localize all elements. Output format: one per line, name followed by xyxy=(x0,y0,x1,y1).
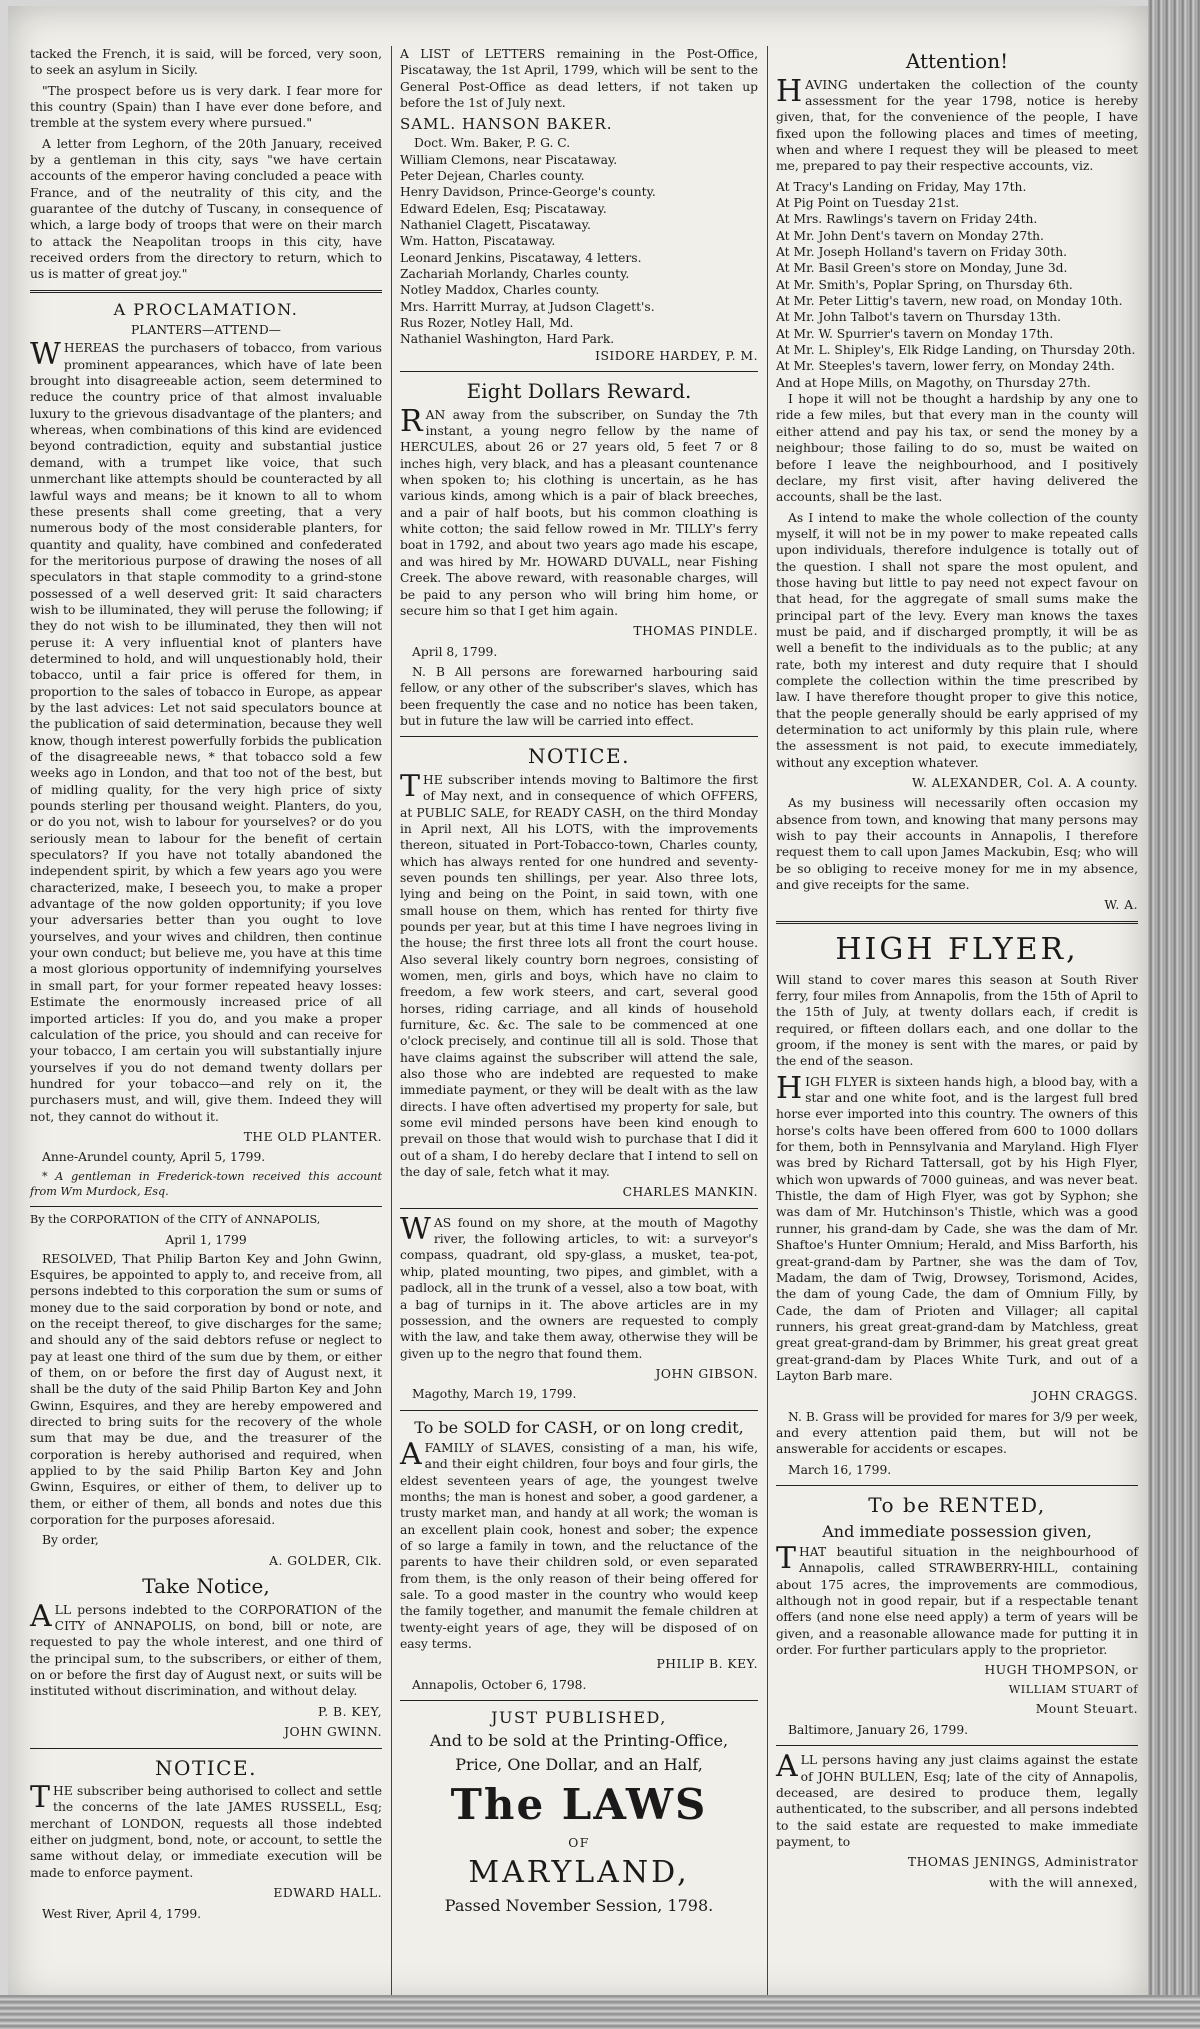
list-item: At Mrs. Rawlings's tavern on Friday 24th. xyxy=(776,212,1038,227)
notice-body: THE subscriber being authorised to collect and settle the concerns of the late JAMES RUSSELL, Esq; merchant of LONDON, requests all those indebted either on judgment, bond, note, or account, to settle the same without delay, or immediate execution will be made to enforce payment. xyxy=(30,1780,382,1880)
published-line: MARYLAND, xyxy=(468,1854,690,1890)
list-item: At Mr. Smith's, Poplar Spring, on Thursday 6th. xyxy=(776,277,1073,292)
divider xyxy=(30,1206,382,1207)
notice-signature: EDWARD HALL. xyxy=(273,1886,382,1901)
list-item: Mrs. Harritt Murray, at Judson Clagett's. xyxy=(400,299,655,314)
take-notice-signature: P. B. KEY, xyxy=(317,1704,382,1719)
high-flyer-paragraph: Will stand to cover mares this season at South River ferry, four miles from Annapolis, from the 15th of April to the 15th of July, at twenty dollars each, if credit is required, or fifteen dollars each, and one dollar to the groom, if the money is sent with the mares, or paid by the end of the season. xyxy=(776,972,1138,1069)
bullen-signature: with the will annexed, xyxy=(989,1875,1138,1890)
rented-dateline: Baltimore, January 26, 1799. xyxy=(788,1722,969,1737)
high-flyer-paragraph: HIGH FLYER is sixteen hands high, a blood bay, with a star and one white foot, and is the largest full bred horse ever imported into this country. The owners of this horse's colts have been offered from 600 to 1000 dollars for them, both in Pennsylvania and Maryland. High Flyer was bred by Richard Tattersall, got by his High Flyer, which won upwards of 7000 guineas, and was never beat. Thistle, the dam of High Flyer, was got by Syphon; she was dam of Mr. Hutchinson's Thistle, which was a good runner, his grand-dam by Cade, she was the dam of Mr. Shaftoe's Hunter Omnium; Herald, and Miss Barforth, his great-grand-dam by Partner, she was the dam of Tov, Madam, the dam of Twig, Drowsey, Torismond, Acides, the dam of young Cade, the dam of Omnium Filly, by Cade, the dam of Prioten and Villager; all capital runners, his great great-grand-dam by Matchless, great great great-grand-dam by Brimmer, his great great great great-grand-dam by Places White Turk, and out of a Layton Barb mare. xyxy=(776,1070,1138,1383)
newspaper-page xyxy=(8,6,1148,2006)
bullen-body: ALL persons having any just claims against the estate of JOHN BULLEN, Esq; late of the city of Annapolis, deceased, are desired to produce them, legally authenticated, to the subscriber, and all persons indebted to the said estate are requested to make immediate payment, to xyxy=(776,1749,1138,1849)
news-paragraph: A letter from Leghorn, of the 20th January, received by a gentleman in this city, says "we have certain accounts of the emperor having concluded a peace with France, and of the neutrality of this city, and the guarantee of the dutchy of Tuscany, in consequence of which, a large body of troops that were on their march to attack the Neapolitan troops in this city, have received orders from the directory to return, which to us is matter of great joy." xyxy=(30,136,382,282)
page-bottom-edge xyxy=(0,1995,1200,2029)
divider xyxy=(776,1485,1138,1486)
attention-initials: W. A. xyxy=(1104,898,1138,913)
attention-intro: HAVING undertaken the collection of the county assessment for the year 1798, notice is hereby given, that, for the convenience of the people, I have fixed upon the following places and times of meeting, when and where I request they will be pleased to meet me, prepared to pay their respective accounts, viz. xyxy=(776,73,1138,174)
found-body: WAS found on my shore, at the mouth of Magothy river, the following articles, to wit: a surveyor's compass, quadrant, old spy-glass, a musket, tea-pot, whip, plated mounting, two pipes, and gimblet, with a padlock, all in the trunk of a vessel, also a tow boat, with a bag of turnips in it. The above articles are in my possession, and the owners are requested to comply with the law, and take them away, otherwise they will be given up to the negro that found them. xyxy=(400,1211,758,1361)
divider xyxy=(776,921,1138,924)
list-item: At Pig Point on Tuesday 21st. xyxy=(776,196,960,210)
proclamation-body: WHEREAS the purchasers of tobacco, from various prominent appearances, which have of late been brought into disagreeable action, seem determined to reduce the country price of that almost invaluable luxury to the grievous disadvantage of the planters; and whereas, when combinations of this kind are evidenced beyond contradiction, equity and substantial justice demand, with a trumpet like voice, that such unmerchant like attempts should be counteracted by all lawful ways and means; be it known to all to whom these presents shall come greeting, that a very numerous body of the most considerable planters, for quantity and quality, have combined and confederated for the meritorious purpose of drawing the noses of all speculators in that staple commodity to a grind-stone possessed of a well deserved grit: It said characters wish to be illuminated, they will peruse the following; if they do not wish to be illuminated, they then will not peruse it: A very influential knot of planters have determined to hold, and will unquestionably hold, their tobacco, until a fair price is offered for them, in proportion to the sales of tobacco in Europe, as appear by the last advices: Let not said speculators bounce at the publication of said determination, because they well know, though interest powerfully forbids the publication of the disagreeable news, * that tobacco sold a few weeks ago in London, and that too not of the best, but of midling quality, for the very high price of sixty pounds sterling per thousand weight. Planters, do you, or do you not, wish to labour for yourselves? or do you seriously mean to labour for the benefit of certain speculators? If you have not totally abandoned the independent spirit, by which a few years ago you were characterized, make, I beseech you, to make a proper advantage of the now golden opportunity; if you love your adversaries better than you ought to love yourselves, and your wives and children, then continue your own conduct; but believe me, you have at this time a most glorious opportunity of indemnifying yourselves in small part, for your former repeated heavy losses: Estimate the enormously increased price of all imported articles: If you do, and you make a proper calculation of the price, you should and can receive for your tobacco, I am certain you will substantially injure yourselves if you do not demand twenty dollars per hundred for your tobacco—and rely on it, the purchasers must, and will, give them. Indeed they will not, they cannot do without it. xyxy=(30,337,382,1124)
list-item: Edward Edelen, Esq; Piscataway. xyxy=(400,201,607,216)
corporation-date: April 1, 1799 xyxy=(165,1233,247,1248)
list-item: Notley Maddox, Charles county. xyxy=(400,283,600,298)
attention-paragraph: I hope it will not be thought a hardship by any one to ride a few miles, but that every man in the county will either attend and pay his tax, or send the money by a neighbour; those failing to do so, must be waited on before I leave the neighbourhood, and I positively declare, my first visit, after having delivered the accounts, shall be the last. xyxy=(776,392,1138,505)
rented-signature: WILLIAM STUART of xyxy=(1008,1682,1138,1696)
column-rule xyxy=(767,46,768,2006)
list-item: Zachariah Morlandy, Charles county. xyxy=(400,267,630,282)
divider xyxy=(400,1410,758,1411)
list-item: William Clemons, near Piscataway. xyxy=(400,152,618,167)
proclamation-subtitle: PLANTERS—ATTEND— xyxy=(131,323,281,338)
sale-notice-signature: CHARLES MANKIN. xyxy=(622,1185,758,1200)
news-paragraph: "The prospect before us is very dark. I fear more for this country (Spain) than I have ever done before, and tremble at the system every where pursued." xyxy=(30,83,382,131)
reward-body: RAN away from the subscriber, on Sunday the 7th instant, a young negro fellow by the name of HERCULES, about 26 or 27 years old, 5 feet 7 or 8 inches high, very black, and has a pleasant countenance when spoken to; his clothing is uncertain, as he has various kinds, among which is a pair of black breeches, and a pair of half boots, but his common cloathing is white cotton; the said fellow rowed in Mr. TILLY's ferry boat in 1792, and about two years ago made his escape, and was hired by Mr. HOWARD DUVALL, near Fishing Creek. The above reward, with reasonable charges, will be paid to any person who will bring him home, or secure him so that I get him again. xyxy=(400,403,758,618)
list-item: At Mr. Peter Littig's tavern, new road, on Monday 10th. xyxy=(776,294,1123,309)
notice-dateline: West River, April 4, 1799. xyxy=(42,1906,202,1921)
attention-title: Attention! xyxy=(905,49,1009,73)
published-line: Passed November Session, 1798. xyxy=(444,1895,714,1915)
take-notice-title: Take Notice, xyxy=(142,1574,270,1599)
rented-signature: Mount Steuart. xyxy=(1035,1702,1138,1717)
column-3 xyxy=(776,46,1138,1895)
high-flyer-nb: N. B. Grass will be provided for mares for 3/9 per week, and every attention paid them, but will not be answerable for accidents or escapes. xyxy=(776,1409,1138,1457)
corporation-clerk: A. GOLDER, Clk. xyxy=(269,1553,382,1568)
attention-stops xyxy=(776,179,1138,391)
list-item: At Mr. Basil Green's store on Monday, June 3d. xyxy=(776,261,1068,276)
divider xyxy=(400,371,758,372)
reward-nb: N. B All persons are forewarned harbouring said fellow, or any other of the subscriber's slaves, which has been frequently the case and no notice has been taken, but in future the law will be carried into effect. xyxy=(400,664,758,728)
list-item: Doct. Wm. Baker, P. G. C. xyxy=(414,136,571,151)
list-item: Leonard Jenkins, Piscataway, 4 letters. xyxy=(400,250,642,265)
sale-notice-body: THE subscriber intends moving to Baltimore the first of May next, and in consequence of which OFFERS, at PUBLIC SALE, for READY CASH, on the third Monday in April next, All his LOTS, with the improvements thereon, situated in Port-Tobacco-town, Charles county, which has always rented for one hundred and seventy-seven pounds ten shillings, per year. Also three lots, lying and being on the Point, in said town, with one small house on them, which has rented for thirty five pounds per year, but at this time I have negroes living in the house; the first three lots all front the court house. Also several likely country born negroes, consisting of women, men, girls and boys, which have no claim to freedom, a few work steers, and cart, several good horses, riding carriage, and all kinds of household furniture, &c. &c. The sale to be commenced at one o'clock precisely, and continue till all is sold. Those that have claims against the subscriber will attend the sale, also those who are indebted are requested to make immediate payment, or they will be dealt with as the law directs. I have often advertised my property for sale, but some evil minded persons have been kind enough to prevail on those that would wish to purchase that I did it out of a sham, I do hereby declare that I intend to sell on the day of sale, fetch what it may. xyxy=(400,768,758,1180)
list-item: And at Hope Mills, on Magothy, on Thursday 27th. xyxy=(776,375,1091,390)
proclamation-footnote: * A gentleman in Frederick-town received this account from Wm Murdock, Esq. xyxy=(30,1169,382,1198)
sale-notice-title: NOTICE. xyxy=(528,744,630,769)
list-item: At Mr. John Dent's tavern on Monday 27th. xyxy=(776,228,1044,243)
list-item: SAML. HANSON BAKER. xyxy=(400,115,613,134)
list-item: Nathaniel Clagett, Piscataway. xyxy=(400,218,591,233)
high-flyer-date: March 16, 1799. xyxy=(788,1462,892,1477)
rented-subtitle: And immediate possession given, xyxy=(822,1521,1092,1541)
published-line: Price, One Dollar, and an Half, xyxy=(455,1754,703,1774)
divider xyxy=(400,1208,758,1209)
divider xyxy=(30,1748,382,1749)
reward-signature: THOMAS PINDLE. xyxy=(633,624,758,639)
take-notice-signature: JOHN GWINN. xyxy=(284,1725,382,1740)
column-rule xyxy=(391,46,392,2006)
attention-paragraph: As I intend to make the whole collection of the county myself, it will not be in my power to make repeated calls upon individuals, therefore indulgence is totally out of the question. I shall not spare the most opulent, and those having but little to pay need not expect favour on that head, for the aggregate of small sums make the principal part of the levy. Every man knows the taxes must be paid, and if discharged promptly, it will be as well a benefit to the individuals as to the public; at any rate, both my interest and duty require that I should complete the collection within the time prescribed by law. I have therefore thought proper to give this notice, that the people generally should be early apprised of my determination to act uniformly by this plain rule, where the assessment is not paid, to execute immediately, without any exception whatever. xyxy=(776,510,1138,770)
list-item: Nathaniel Washington, Hard Park. xyxy=(400,332,615,347)
bullen-signature: THOMAS JENINGS, Administrator xyxy=(907,1855,1138,1870)
reward-date: April 8, 1799. xyxy=(412,644,498,659)
high-flyer-signature: JOHN CRAGGS. xyxy=(1032,1389,1138,1404)
list-item: At Mr. John Talbot's tavern on Thursday 13th. xyxy=(776,310,1062,325)
notice-title: NOTICE. xyxy=(155,1755,257,1780)
proclamation-title: A PROCLAMATION. xyxy=(113,299,299,319)
proclamation-dateline: Anne-Arundel county, April 5, 1799. xyxy=(42,1150,266,1165)
news-paragraph: tacked the French, it is said, will be forced, very soon, to seek an asylum in Sicily. xyxy=(30,47,382,78)
list-item: At Mr. W. Spurrier's tavern on Monday 17th. xyxy=(776,326,1054,341)
list-item: At Mr. L. Shipley's, Elk Ridge Landing, on Thursday 20th. xyxy=(776,343,1136,358)
page-binding-edge xyxy=(1148,0,1200,2029)
take-notice-body: ALL persons indebted to the CORPORATION of the CITY of ANNAPOLIS, on bond, bill or note, are requested to pay the whole interest, and one third of the principal sum, to the subscribers, or either of them, on or before the first day of August next, or suits will be instituted without discrimination, and without delay. xyxy=(30,1598,382,1699)
divider xyxy=(30,290,382,293)
proclamation-signature: THE OLD PLANTER. xyxy=(243,1129,382,1144)
divider xyxy=(400,736,758,737)
list-item: Henry Davidson, Prince-George's county. xyxy=(400,185,656,200)
high-flyer-title: HIGH FLYER, xyxy=(835,931,1079,967)
list-item: At Tracy's Landing on Friday, May 17th. xyxy=(776,179,1027,194)
found-signature: JOHN GIBSON. xyxy=(655,1366,758,1381)
sold-body: AFAMILY of SLAVES, consisting of a man, his wife, and their eight children, four boys and four girls, the eldest seventeen years of age, the youngest twelve months; the man is honest and sober, a good gardener, a trusty market man, and handy at all work; the woman is an excellent plain cook, honest and sober; the expence of so large a family in town, and the reluctance of the parents to have their children sold, or even separated from them, is the only reason of their being offered for sale. To a good master in the country who would keep the family together, and manumit the female children at twenty-eight years of age, they will be disposed of on easy terms. xyxy=(400,1436,758,1651)
attention-signature: W. ALEXANDER, Col. A. A county. xyxy=(911,776,1138,791)
list-item: Wm. Hatton, Piscataway. xyxy=(400,234,556,249)
sold-signature: PHILIP B. KEY. xyxy=(656,1657,758,1672)
rented-signature: HUGH THOMPSON, or xyxy=(984,1663,1138,1678)
letters-heading: A LIST of LETTERS remaining in the Post-Office, Piscataway, the 1st April, 1799, which will be sent to the General Post-Office as dead letters, if not taken up before the 1st of July next. xyxy=(400,47,758,111)
corporation-order: By order, xyxy=(42,1533,99,1548)
column-1 xyxy=(30,46,382,1926)
corporation-header: By the CORPORATION of the CITY of ANNAPOLIS, xyxy=(30,1213,321,1227)
found-dateline: Magothy, March 19, 1799. xyxy=(412,1387,577,1402)
sold-title: To be SOLD for CASH, or on long credit, xyxy=(414,1417,744,1437)
list-item: At Mr. Steeples's tavern, lower ferry, on Monday 24th. xyxy=(776,359,1115,374)
reward-title: Eight Dollars Reward. xyxy=(466,379,692,404)
list-item: Peter Dejean, Charles county. xyxy=(400,169,585,183)
published-line: JUST PUBLISHED, xyxy=(491,1707,667,1727)
letters-signature: ISIDORE HARDEY, P. M. xyxy=(595,348,758,363)
published-line: OF xyxy=(568,1835,590,1850)
column-2 xyxy=(400,46,758,1918)
list-item: At Mr. Joseph Holland's tavern on Friday 30th. xyxy=(776,245,1068,260)
divider xyxy=(776,1745,1138,1746)
laws-title: The LAWS xyxy=(450,1779,708,1829)
corporation-body: RESOLVED, That Philip Barton Key and John Gwinn, Esquires, be appointed to apply to, and receive from, all persons indebted to this corporation the sum or sums of money due to the said corporation by bond or note, and on the receipt thereof, to give discharges for the same; and should any of the said debtors refuse or neglect to pay at least one third of the sum due by them, or either of them, on or before the first day of August next, it shall be the duty of the said Philip Barton Key and John Gwinn, Esquires, and they are hereby empowered and directed to bring suits for the recovery of the whole sum that may be due, and the treasurer of the corporation is hereby authorised and required, when applied to by the said Philip Barton Key and John Gwinn, Esquires, or either of them, to deliver up to them, or either of them, all bonds and notes due this corporation for the purposes aforesaid. xyxy=(30,1251,382,1528)
published-line: And to be sold at the Printing-Office, xyxy=(429,1731,729,1751)
sold-dateline: Annapolis, October 6, 1798. xyxy=(412,1677,587,1692)
list-item: Rus Rozer, Notley Hall, Md. xyxy=(400,316,574,331)
rented-body: THAT beautiful situation in the neighbourhood of Annapolis, called STRAWBERRY-HILL, containing about 175 acres, the improvements are commodious, although not in good repair, but if a respectable tenant offers (and none else need apply) a term of years will be given, and a reasonable allowance made for putting it in order. For further particulars apply to the proprietor. xyxy=(776,1540,1138,1657)
divider xyxy=(400,1700,758,1701)
rented-title: To be RENTED, xyxy=(868,1492,1046,1517)
letters-list xyxy=(400,115,758,347)
attention-paragraph: As my business will necessarily often occasion my absence from town, and knowing that many persons may wish to pay their accounts in Annapolis, I therefore request them to call upon James Mackubin, Esq; who will be so obliging to receive money for me in my absence, and give receipts for the same. xyxy=(776,796,1138,893)
